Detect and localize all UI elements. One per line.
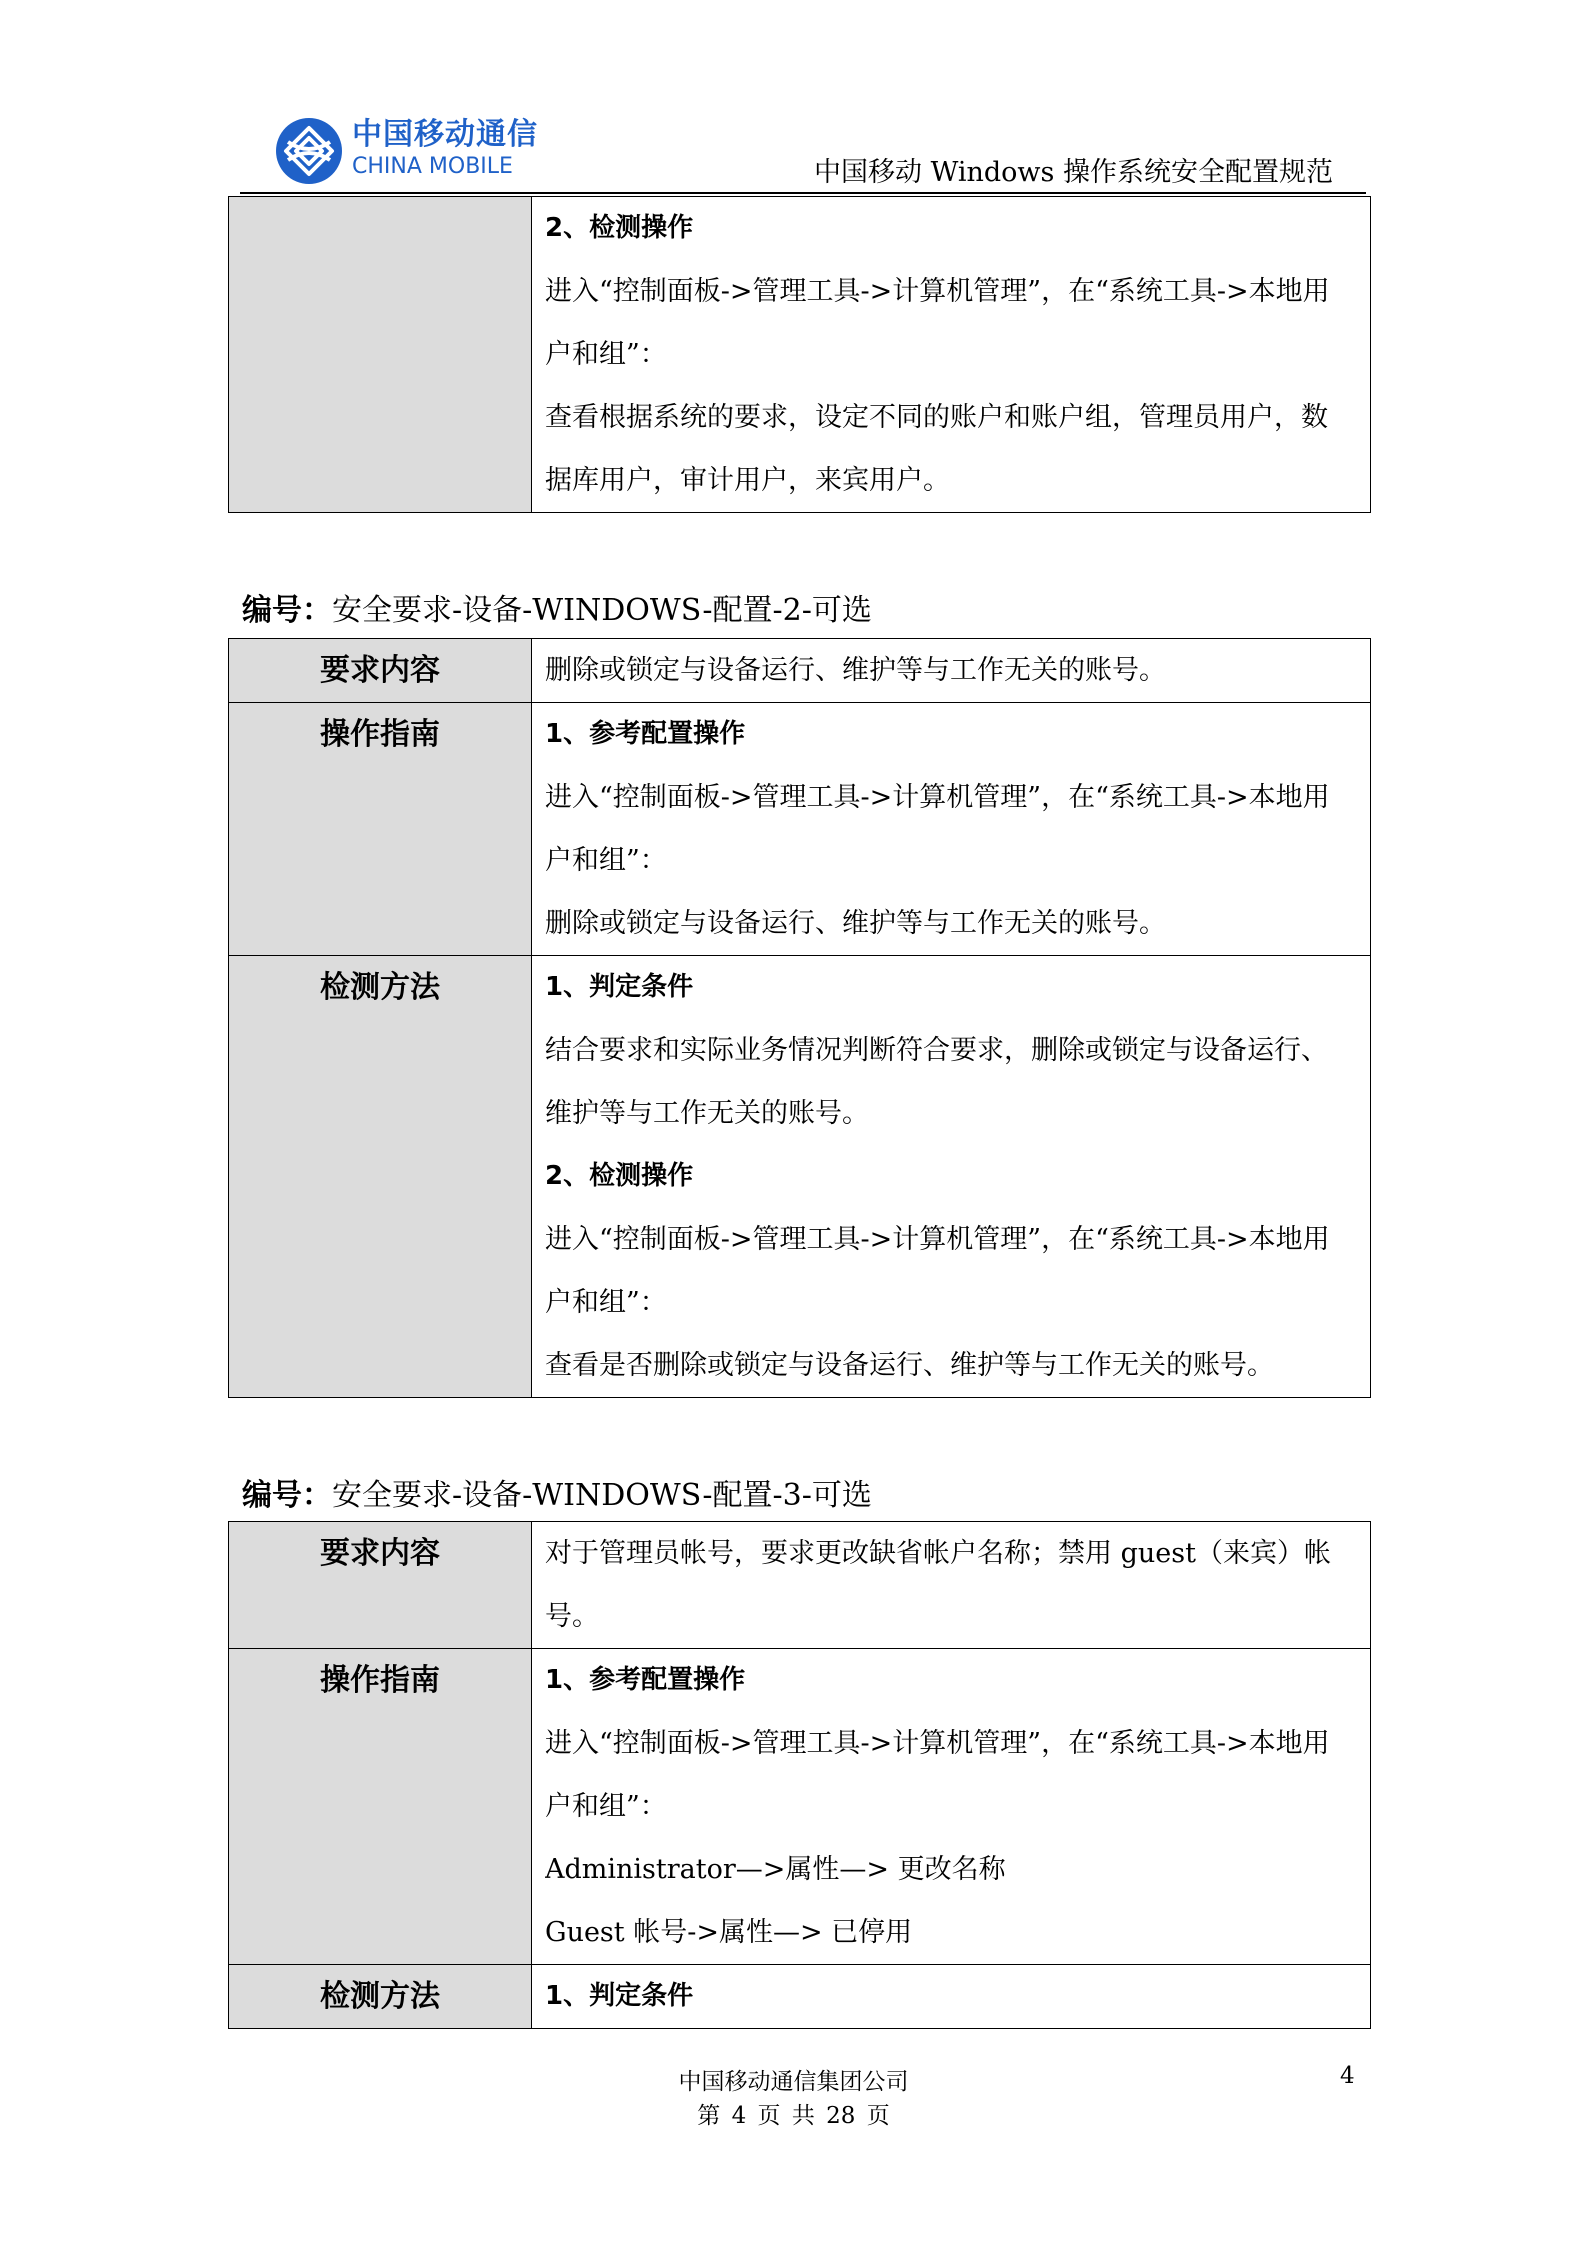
row-content-cell <box>532 703 1371 956</box>
row-content-cell <box>532 197 1371 513</box>
table-row <box>229 956 1371 1398</box>
content-line: 进入“控制面板->管理工具->计算机管理”，在“系统工具->本地用 <box>545 276 1330 307</box>
content-line: 户和组”： <box>545 1287 667 1318</box>
content-line: 户和组”： <box>545 339 667 370</box>
row-label-cell <box>229 197 532 513</box>
row-content-cell <box>532 1965 1371 2029</box>
content-line: Guest 帐号->属性—> 已停用 <box>545 1917 913 1948</box>
row-label-cell: 操作指南 <box>229 703 532 956</box>
row-content-cell <box>532 1522 1371 1649</box>
china-mobile-logo <box>274 112 538 192</box>
row-label-cell: 要求内容 <box>229 1522 532 1649</box>
content-line: 户和组”： <box>545 1791 667 1822</box>
continuation-table <box>228 196 1371 513</box>
content-line: 1、参考配置操作 <box>545 719 746 749</box>
content-line: 查看是否删除或锁定与设备运行、维护等与工作无关的账号。 <box>545 1350 1274 1381</box>
content-line: 户和组”： <box>545 845 667 876</box>
content-line: 进入“控制面板->管理工具->计算机管理”，在“系统工具->本地用 <box>545 1728 1330 1759</box>
content-line: 删除或锁定与设备运行、维护等与工作无关的账号。 <box>545 655 1166 686</box>
row-label-cell: 操作指南 <box>229 1649 532 1965</box>
content-line: 对于管理员帐号，要求更改缺省帐户名称；禁用 guest（来宾）帐 <box>545 1538 1331 1569</box>
content-line: 2、检测操作 <box>545 213 694 243</box>
requirement-id-value: 安全要求-设备-WINDOWS-配置-3-可选 <box>332 1478 872 1513</box>
footer-page-indicator: 第 4 页 共 28 页 <box>697 2103 890 2129</box>
footer-company: 中国移动通信集团公司 <box>678 2069 909 2095</box>
content-line: 删除或锁定与设备运行、维护等与工作无关的账号。 <box>545 908 1166 939</box>
row-content-cell <box>532 639 1371 703</box>
content-line: 进入“控制面板->管理工具->计算机管理”，在“系统工具->本地用 <box>545 1224 1330 1255</box>
row-label-cell: 检测方法 <box>229 956 532 1398</box>
requirement-id-label: 编号： <box>242 1478 332 1513</box>
requirement-table <box>228 638 1371 1398</box>
logo-chinese-text: 中国移动通信 <box>352 117 538 152</box>
requirement-table <box>228 1521 1371 2029</box>
row-label-cell: 要求内容 <box>229 639 532 703</box>
table-row <box>229 1649 1371 1965</box>
row-label-cell: 检测方法 <box>229 1965 532 2029</box>
row-content-cell <box>532 1649 1371 1965</box>
content-line: 2、检测操作 <box>545 1161 694 1191</box>
content-line: 结合要求和实际业务情况判断符合要求，删除或锁定与设备运行、 <box>545 1035 1328 1066</box>
content-line: 据库用户，审计用户，来宾用户。 <box>545 465 950 496</box>
content-line: 查看根据系统的要求，设定不同的账户和账户组，管理员用户，数 <box>545 402 1328 433</box>
requirement-id <box>242 585 872 629</box>
table-row <box>229 197 1371 513</box>
content-line: 1、参考配置操作 <box>545 1665 746 1695</box>
china-mobile-emblem-icon <box>274 116 344 186</box>
footer-page-number: 4 <box>1340 2063 1355 2089</box>
table-row <box>229 1965 1371 2029</box>
requirement-id <box>242 1470 872 1514</box>
row-content-cell <box>532 956 1371 1398</box>
table-row <box>229 639 1371 703</box>
document-title: 中国移动 Windows 操作系统安全配置规范 <box>814 157 1333 188</box>
content-line: Administrator—>属性—> 更改名称 <box>545 1854 1006 1885</box>
table-row <box>229 1522 1371 1649</box>
requirement-id-value: 安全要求-设备-WINDOWS-配置-2-可选 <box>332 593 872 628</box>
header-divider <box>240 192 1366 194</box>
content-line: 号。 <box>545 1601 599 1632</box>
content-line: 1、判定条件 <box>545 1981 694 2011</box>
content-line: 维护等与工作无关的账号。 <box>545 1098 869 1129</box>
table-row <box>229 703 1371 956</box>
content-line: 进入“控制面板->管理工具->计算机管理”，在“系统工具->本地用 <box>545 782 1330 813</box>
content-line: 1、判定条件 <box>545 972 694 1002</box>
logo-english-text: CHINA MOBILE <box>352 154 513 179</box>
requirement-id-label: 编号： <box>242 593 332 628</box>
